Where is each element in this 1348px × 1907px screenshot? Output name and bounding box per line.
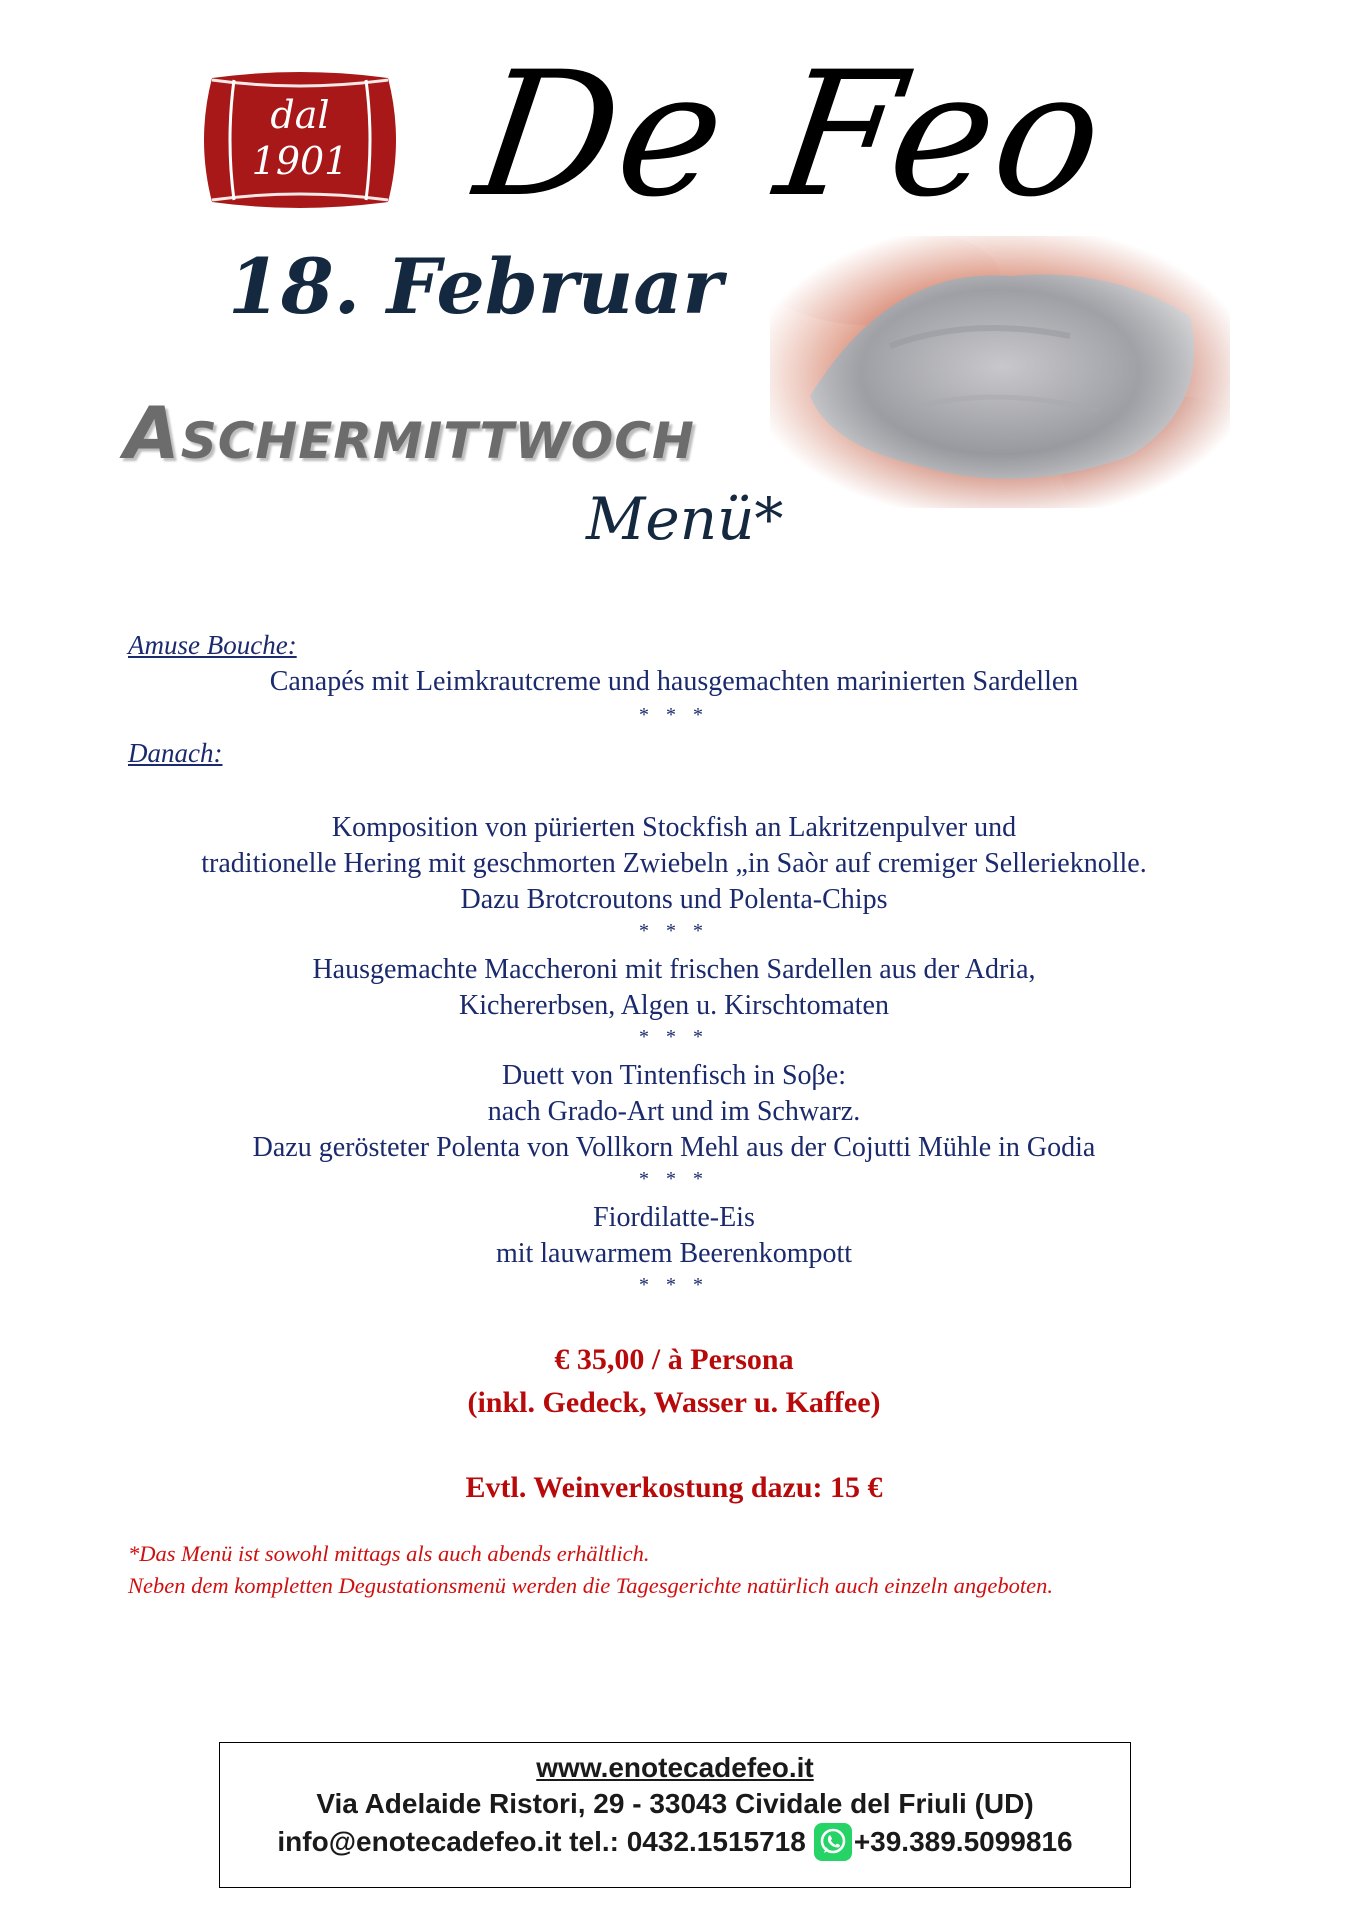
course-2-line-2: Kichererbsen, Algen u. Kirschtomaten bbox=[459, 990, 889, 1021]
separator: * * * bbox=[639, 1026, 709, 1048]
dessert-line-2: mit lauwarmem Beerenkompott bbox=[495, 1238, 853, 1269]
occasion-title: Aschermittwoch bbox=[124, 391, 695, 475]
danach-label: Danach: bbox=[128, 738, 223, 768]
brand-logo-text: De Feo bbox=[465, 34, 1116, 235]
contact-row bbox=[219, 1823, 1131, 1861]
price: € 35,00 / à Persona bbox=[554, 1343, 794, 1376]
course-3-line-1: Duett von Tintenfisch in Soβe: bbox=[501, 1060, 847, 1091]
ash-hands-photo bbox=[770, 236, 1230, 508]
course-2-line-1: Hausgemachte Maccheroni mit frischen Sardellen aus der Adria, bbox=[312, 954, 1036, 985]
separator: * * * bbox=[639, 1274, 709, 1296]
separator: * * * bbox=[639, 704, 709, 726]
separator: * * * bbox=[639, 1168, 709, 1190]
course-1-line-2: traditionelle Hering mit geschmorten Zwiebeln „in Saòr auf cremiger Sellerieknolle. bbox=[201, 848, 1147, 879]
address: Via Adelaide Ristori, 29 - 33043 Cividale del Friuli (UD) bbox=[316, 1788, 1034, 1819]
whatsapp-icon bbox=[814, 1823, 852, 1861]
course-1-line-1: Komposition von pürierten Stockfish an Lakritzenpulver und bbox=[331, 812, 1017, 843]
wine-tasting-price: Evtl. Weinverkostung dazu: 15 € bbox=[465, 1471, 883, 1504]
mobile-number[interactable]: +39.389.5099816 bbox=[853, 1826, 1073, 1857]
a-la-carte-note: Neben dem kompletten Degustationsmenü werden die Tagesgerichte natürlich auch einzeln angeboten. bbox=[128, 1573, 1054, 1598]
availability-note: *Das Menü ist sowohl mittags als auch abends erhältlich. bbox=[128, 1541, 650, 1566]
course-3-line-3: Dazu gerösteter Polenta von Vollkorn Mehl aus der Cojutti Mühle in Godia bbox=[252, 1132, 1096, 1163]
badge-line-dal: dal bbox=[270, 93, 330, 137]
course-3-line-2: nach Grado-Art und im Schwarz. bbox=[487, 1096, 861, 1127]
badge-line-year: 1901 bbox=[251, 139, 349, 183]
website-link[interactable]: www.enotecadefeo.it bbox=[536, 1752, 814, 1783]
course-1-line-3: Dazu Brotcroutons und Polenta-Chips bbox=[460, 884, 888, 915]
price-included: (inkl. Gedeck, Wasser u. Kaffee) bbox=[467, 1386, 881, 1419]
menu-title: Menü* bbox=[586, 485, 784, 553]
badge-text bbox=[198, 92, 402, 184]
amuse-bouche-label: Amuse Bouche: bbox=[128, 630, 297, 660]
dessert-line-1: Fiordilatte-Eis bbox=[593, 1202, 755, 1233]
event-date: 18. Februar bbox=[228, 242, 723, 331]
email-phone[interactable]: info@enotecadefeo.it tel.: 0432.1515718 bbox=[277, 1826, 806, 1857]
separator: * * * bbox=[639, 920, 709, 942]
amuse-bouche-dish: Canapés mit Leimkrautcreme und hausgemachten marinierten Sardellen bbox=[269, 666, 1079, 697]
